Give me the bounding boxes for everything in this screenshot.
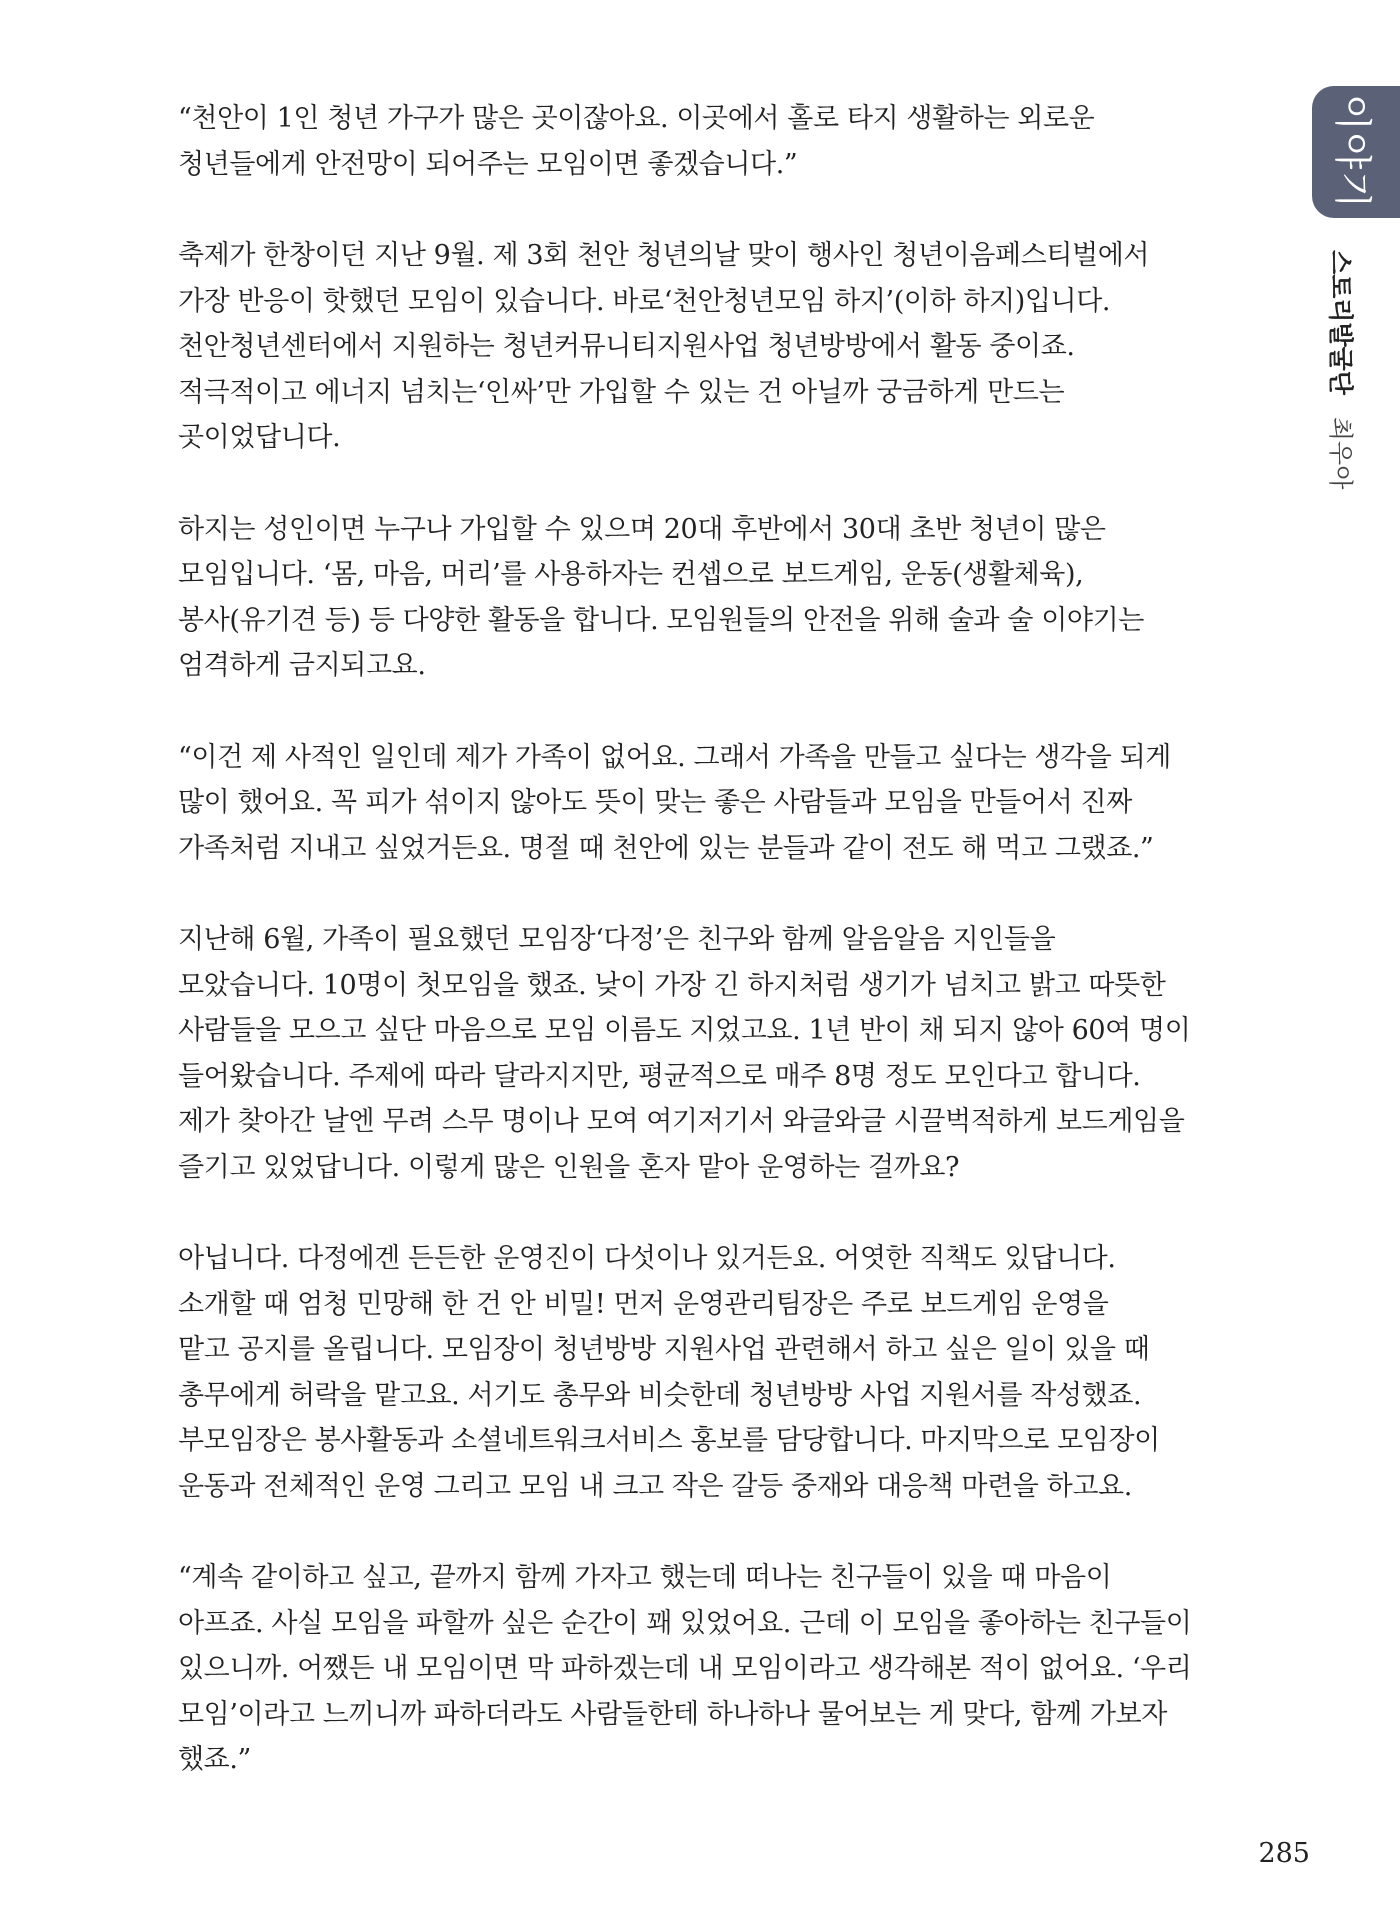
- page-number: 285: [1258, 1838, 1310, 1869]
- paragraph: [178, 507, 1178, 689]
- text-line: 제가 찾아간 날엔 무려 스무 명이나 모여 여기저기서 와글와글 시끌벅적하게 보드게임을: [178, 1106, 1185, 1137]
- text-line: 있으니까. 어쨌든 내 모임이면 막 파하겠는데 내 모임이라고 생각해본 적이 없어요. ‘우리: [178, 1653, 1192, 1684]
- author-name: 최우아: [1326, 416, 1355, 490]
- text-line: “천안이 1인 청년 가구가 많은 곳이잖아요. 이곳에서 홀로 타지 생활하는 외로운: [178, 103, 1095, 134]
- text-line: 들어왔습니다. 주제에 따라 달라지지만, 평균적으로 매주 8명 정도 모인다고 합니다.: [178, 1060, 1141, 1092]
- article-body: [178, 96, 1192, 1829]
- paragraph: [178, 917, 1191, 1190]
- section-tab-label: 이야기: [1330, 93, 1375, 211]
- section-tab: [1312, 86, 1400, 218]
- text-line: 즐기고 있었답니다. 이렇게 많은 인원을 혼자 맡아 운영하는 걸까요?: [178, 1151, 960, 1183]
- text-line: 운동과 전체적인 운영 그리고 모임 내 크고 작은 갈등 중재와 대응책 마련을 하고요.: [178, 1470, 1132, 1502]
- text-line: 적극적이고 에너지 넘치는‘인싸’만 가입할 수 있는 건 아닐까 궁금하게 만드는: [178, 376, 1065, 408]
- text-line: 엄격하게 금지되고요.: [178, 650, 426, 681]
- text-line: 청년들에게 안전망이 되어주는 모임이면 좋겠습니다.”: [178, 148, 798, 180]
- text-line: “계속 같이하고 싶고, 끝까지 함께 가자고 했는데 떠나는 친구들이 있을 때 마음이: [178, 1562, 1112, 1593]
- section-title: 스토리발굴단: [1326, 250, 1355, 395]
- text-line: 부모임장은 봉사활동과 소셜네트워크서비스 홍보를 담당합니다. 마지막으로 모임장이: [178, 1425, 1160, 1456]
- text-line: 봉사(유기견 등) 등 다양한 활동을 합니다. 모임원들의 안전을 위해 술과 술 이야기는: [178, 604, 1144, 636]
- paragraph: [178, 735, 1178, 872]
- text-line: 많이 했어요. 꼭 피가 섞이지 않아도 뜻이 맞는 좋은 사람들과 모임을 만들어서 진짜: [178, 787, 1132, 818]
- paragraph: [178, 1236, 1178, 1509]
- text-line: 아닙니다. 다정에겐 든든한 운영진이 다섯이나 있거든요. 어엿한 직책도 있답니다.: [178, 1243, 1116, 1274]
- text-line: 가장 반응이 핫했던 모임이 있습니다. 바로‘천안청년모임 하지’(이하 하지)입니다.: [178, 285, 1111, 317]
- paragraph: [178, 96, 1178, 187]
- text-line: 모았습니다. 10명이 첫모임을 했죠. 낮이 가장 긴 하지처럼 생기가 넘치고 밝고 따뜻한: [178, 969, 1166, 1001]
- text-line: 천안청년센터에서 지원하는 청년커뮤니티지원사업 청년방방에서 활동 중이죠.: [178, 331, 1075, 362]
- text-line: 지난해 6월, 가족이 필요했던 모임장‘다정’은 친구와 함께 알음알음 지인들을: [178, 924, 1056, 955]
- text-line: 가족처럼 지내고 싶었거든요. 명절 때 천안에 있는 분들과 같이 전도 해 먹고 그랬죠.”: [178, 832, 1154, 864]
- text-line: 총무에게 허락을 맡고요. 서기도 총무와 비슷한데 청년방방 사업 지원서를 작성했죠.: [178, 1379, 1142, 1411]
- text-line: 했죠.”: [178, 1744, 251, 1775]
- text-line: 축제가 한창이던 지난 9월. 제 3회 천안 청년의날 맞이 행사인 청년이음페스티벌에서: [178, 240, 1150, 271]
- text-line: 모임입니다. ‘몸, 마음, 머리’를 사용하자는 컨셉으로 보드게임, 운동(생활체육),: [178, 559, 1084, 590]
- text-line: 사람들을 모으고 싶단 마음으로 모임 이름도 지었고요. 1년 반이 채 되지 않아 60여 명이: [178, 1015, 1191, 1046]
- text-line: 소개할 때 엄청 민망해 한 건 안 비밀! 먼저 운영관리팀장은 주로 보드게임 운영을: [178, 1288, 1109, 1320]
- text-line: “이건 제 사적인 일인데 제가 가족이 없어요. 그래서 가족을 만들고 싶다는 생각을 되게: [178, 741, 1171, 773]
- text-line: 하지는 성인이면 누구나 가입할 수 있으며 20대 후반에서 30대 초반 청년이 많은: [178, 513, 1106, 545]
- text-line: 모임’이라고 느끼니까 파하더라도 사람들한테 하나하나 물어보는 게 맞다, 함께 가보자: [178, 1698, 1167, 1730]
- paragraph: [178, 1555, 1192, 1783]
- text-line: 맡고 공지를 올립니다. 모임장이 청년방방 지원사업 관련해서 하고 싶은 일이 있을 때: [178, 1334, 1150, 1365]
- text-line: 아프죠. 사실 모임을 파할까 싶은 순간이 꽤 있었어요. 근데 이 모임을 좋아하는 친구들이: [178, 1607, 1192, 1639]
- paragraph: [178, 233, 1178, 461]
- text-line: 곳이었답니다.: [178, 422, 341, 453]
- running-header: [1324, 250, 1360, 489]
